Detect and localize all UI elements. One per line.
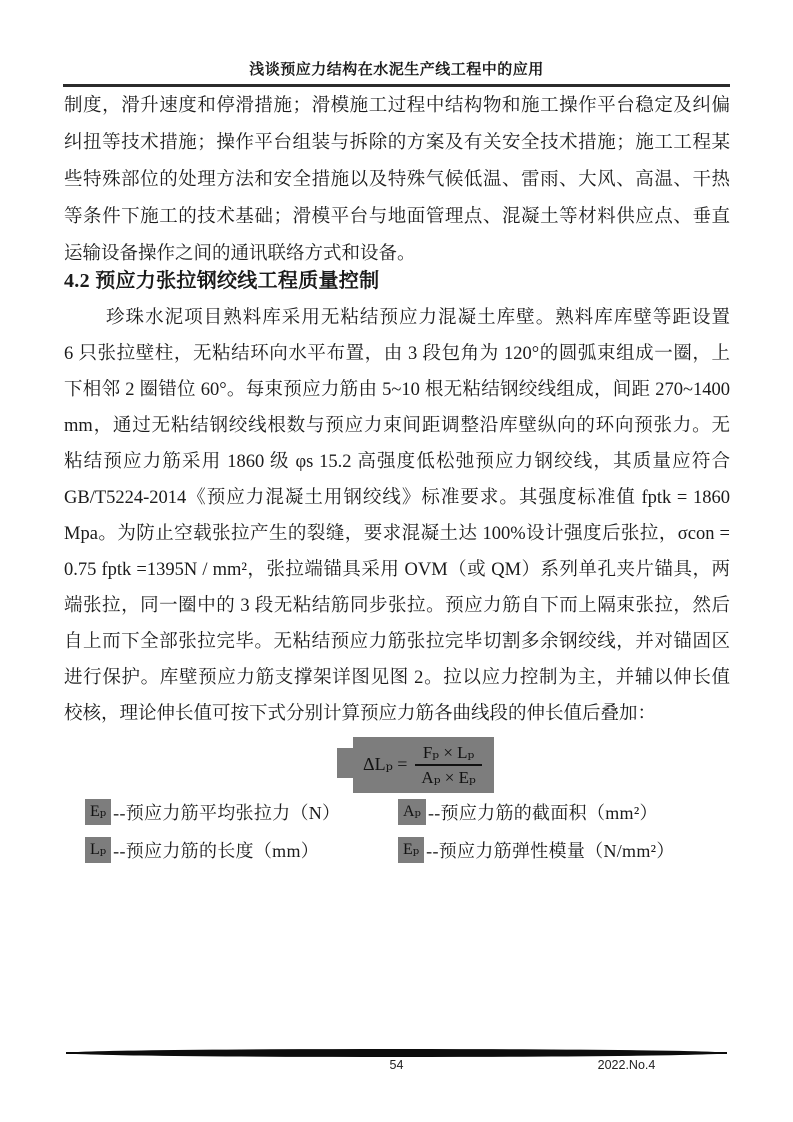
paragraph-1 [64,88,730,273]
header-rule [63,84,730,87]
body-line: 些特殊部位的处理方法和安全措施以及特殊气候低温、雷雨、大风、高温、干热 [64,170,730,190]
body-line: 粘结预应力筋采用 1860 级 φs 15.2 高强度低松弛预应力钢绞线，其质量应符合 [64,452,730,472]
issue-label: 2022.No.4 [597,1058,656,1072]
definition-text: --预应力筋弹性模量（N/mm²） [426,841,675,861]
footer-rule-bulge [66,1049,727,1057]
paragraph-2 [64,300,730,732]
elongation-formula [353,737,494,793]
body-line: 珍珠水泥项目熟料库采用无粘结预应力混凝土库壁。熟料库库壁等距设置 [106,308,730,328]
body-line: 6 只张拉壁柱，无粘结环向水平布置，由 3 段包角为 120°的圆弧束组成一圈，上 [64,344,730,364]
definition-text: --预应力筋平均张拉力（N） [113,803,341,823]
body-line: Mpa。为防止空载张拉产生的裂缝，要求混凝土达 100%设计强度后张拉，σcon = [64,524,730,544]
body-line: 进行保护。库壁预应力筋支撑架详图见图 2。拉以应力控制为主，并辅以伸长值 [64,668,730,688]
section-heading: 4.2 预应力张拉钢绞线工程质量控制 [64,270,380,292]
formula-numerator: Fₚ × Lₚ [422,743,475,762]
body-line: 制度，滑升速度和停滑措施；滑模施工过程中结构物和施工操作平台稳定及纠偏 [64,96,730,116]
running-head-title: 浅谈预应力结构在水泥生产线工程中的应用 [249,62,544,78]
definition-item [398,837,675,863]
body-line: mm，通过无粘结钢绞线根数与预应力束间距调整沿库壁纵向的环向预张力。无 [64,416,730,436]
body-line: 校核，理论伸长值可按下式分别计算预应力筋各曲线段的伸长值后叠加： [64,704,657,724]
body-line: 纠扭等技术措施；操作平台组装与拆除的方案及有关安全技术措施；施工工程某 [64,133,730,153]
definition-text: --预应力筋的截面积（mm²） [427,803,658,823]
formula-denominator: Aₚ × Eₚ [421,767,476,787]
formula-fraction [415,741,481,789]
definition-item [85,837,319,863]
symbol-chip: Eₚ [398,837,424,863]
body-line: 下相邻 2 圈错位 60°。每束预应力筋由 5~10 根无粘结钢绞线组成，间距 270~1400 [64,380,730,400]
formula-lhs: ΔLₚ = [363,754,408,775]
definition-text: --预应力筋的长度（mm） [113,841,320,861]
body-line: 0.75 fptk =1395N / mm²，张拉端锚具采用 OVM（或 QM）系列单孔夹片锚具，两 [64,560,730,580]
body-line: 端张拉，同一圈中的 3 段无粘结筋同步张拉。预应力筋自下而上隔束张拉，然后 [64,596,730,616]
page-number: 54 [389,1058,404,1072]
body-line: 等条件下施工的技术基础；滑模平台与地面管理点、混凝土等材料供应点、垂直 [64,207,730,227]
symbol-chip: Lₚ [85,837,111,863]
definition-item [85,799,340,825]
body-line: GB/T5224-2014《预应力混凝土用钢绞线》标准要求。其强度标准值 fptk = 1860 [64,488,730,508]
definition-item [398,799,658,825]
body-line: 运输设备操作之间的通讯联络方式和设备。 [64,244,416,264]
symbol-chip: Eₚ [85,799,111,825]
symbol-chip: Aₚ [398,799,426,825]
body-line: 自上而下全部张拉完毕。无粘结预应力筋张拉完毕切割多余钢绞线，并对锚固区 [64,632,730,652]
